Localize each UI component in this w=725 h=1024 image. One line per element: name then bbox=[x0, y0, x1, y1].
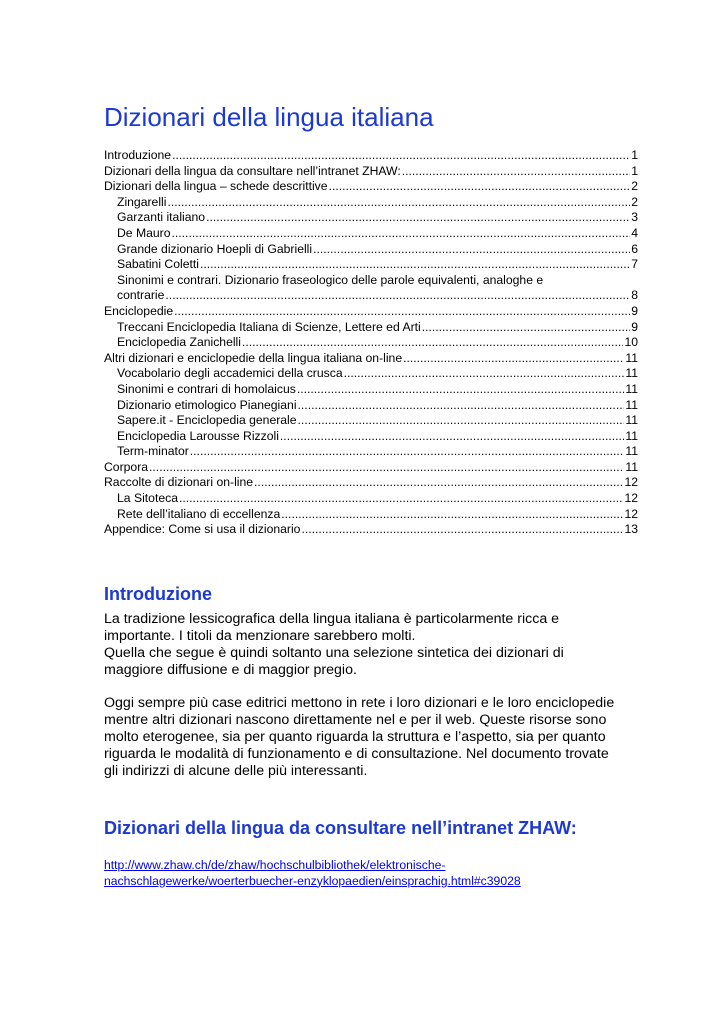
toc-leader-dots bbox=[200, 257, 630, 273]
toc-entry-label: Introduzione bbox=[104, 148, 172, 162]
toc-page-number: 2 bbox=[631, 194, 638, 209]
toc-entry-label: Zingarelli bbox=[117, 194, 167, 209]
toc-leader-dots bbox=[172, 226, 631, 242]
toc-page-number: 10 bbox=[624, 335, 638, 350]
toc-leader-dots bbox=[280, 429, 624, 445]
toc-page-number: 3 bbox=[631, 210, 638, 225]
toc-entry[interactable] bbox=[104, 179, 638, 195]
toc-leader-dots bbox=[403, 351, 624, 367]
toc-entry-label-cont: contrarie bbox=[117, 288, 165, 303]
toc-leader-dots bbox=[167, 195, 630, 211]
toc-leader-dots bbox=[313, 242, 630, 258]
toc-entry-label: Raccolte di dizionari on-line bbox=[104, 475, 254, 490]
intro-paragraph-2: Oggi sempre più case editrici mettono in rete i loro dizionari e le loro enciclopedie mentre altri dizionari nascono direttamente nel e per il web. Queste risorse sono molto eterogenee, sia per quanto riguarda la struttura e l’aspetto, sia per quanto riguarda le modalità di funzionamento e di consultazione. Nel documento trovate gli indirizzi di alcune delle più interessanti. bbox=[104, 695, 615, 779]
toc-page-number: 7 bbox=[631, 257, 638, 272]
toc-leader-dots bbox=[242, 335, 623, 351]
toc-leader-dots bbox=[190, 444, 625, 460]
toc-entry[interactable] bbox=[104, 164, 638, 180]
toc-leader-dots bbox=[179, 491, 623, 507]
toc-entry-label: Rete dell’italiano di eccellenza bbox=[117, 506, 281, 521]
toc-entry[interactable] bbox=[104, 320, 638, 336]
toc-page-number: 1 bbox=[631, 148, 638, 162]
toc-entry-label: Sabatini Coletti bbox=[117, 257, 199, 272]
toc-page-number: 9 bbox=[631, 319, 638, 334]
toc-entry[interactable] bbox=[104, 226, 638, 242]
toc-leader-dots bbox=[402, 164, 631, 180]
toc-entry-label: Treccani Enciclopedia Italiana di Scienze, Lettere ed Arti bbox=[117, 319, 421, 334]
toc-entry[interactable] bbox=[104, 413, 638, 429]
toc-entry[interactable] bbox=[104, 398, 638, 414]
toc-leader-dots bbox=[174, 304, 630, 320]
toc-entry-label: Enciclopedie bbox=[104, 303, 174, 318]
toc-entry-label: De Mauro bbox=[117, 225, 171, 240]
toc-entry[interactable] bbox=[104, 351, 638, 367]
page-title: Dizionari della lingua italiana bbox=[104, 102, 434, 132]
toc-page-number: 11 bbox=[625, 444, 638, 459]
toc-entry-label: Altri dizionari e enciclopedie della lingua italiana on-line bbox=[104, 350, 403, 365]
toc-entry-label: Sinonimi e contrari. Dizionario fraseologico delle parole equivalenti, analoghe e bbox=[117, 272, 544, 287]
toc-page-number: 12 bbox=[624, 506, 638, 521]
toc-page-number: 11 bbox=[625, 366, 638, 381]
toc-page-number: 13 bbox=[624, 522, 638, 537]
toc-leader-dots bbox=[281, 507, 623, 523]
toc-entry[interactable] bbox=[104, 366, 638, 382]
toc-page-number: 9 bbox=[631, 303, 638, 318]
toc-entry-label: Grande dizionario Hoepli di Gabrielli bbox=[117, 241, 313, 256]
toc-entry[interactable] bbox=[104, 257, 638, 273]
toc-entry-label: Appendice: Come si usa il dizionario bbox=[104, 522, 301, 537]
table-of-contents bbox=[104, 148, 638, 538]
toc-entry-label: Vocabolario degli accademici della crusca bbox=[117, 366, 343, 381]
toc-page-number: 1 bbox=[631, 163, 638, 178]
toc-entry[interactable] bbox=[104, 382, 638, 398]
toc-entry[interactable] bbox=[104, 304, 638, 320]
toc-leader-dots bbox=[254, 475, 623, 491]
toc-leader-dots bbox=[298, 398, 625, 414]
toc-page-number: 6 bbox=[631, 241, 638, 256]
toc-entry[interactable] bbox=[104, 491, 638, 507]
toc-leader-dots bbox=[297, 382, 625, 398]
intro-paragraph-1: La tradizione lessicografica della lingua italiana è particolarmente ricca e importante. I titoli da menzionare sarebbero molti. Quella che segue è quindi soltanto una selezione sintetica dei dizionari di maggiore diffusione e di maggior pregio. bbox=[104, 611, 564, 678]
toc-page-number: 11 bbox=[625, 428, 638, 443]
toc-entry[interactable] bbox=[104, 429, 638, 445]
toc-leader-dots bbox=[172, 148, 630, 164]
zhaw-link[interactable]: http://www.zhaw.ch/de/zhaw/hochschulbibliothek/elektronische- nachschlagewerke/woerterbuecher-enzyklopaedien/einsprachig.html#c39028 bbox=[104, 858, 521, 888]
toc-entry-label: Sapere.it - Enciclopedia generale bbox=[117, 413, 297, 428]
toc-entry[interactable] bbox=[104, 242, 638, 258]
toc-entry-label: Enciclopedia Zanichelli bbox=[117, 335, 241, 350]
toc-leader-dots bbox=[344, 366, 625, 382]
toc-entry[interactable] bbox=[104, 460, 638, 476]
toc-page-number: 11 bbox=[625, 381, 638, 396]
toc-page-number: 11 bbox=[625, 350, 638, 365]
toc-leader-dots bbox=[298, 413, 625, 429]
toc-page-number: 12 bbox=[624, 491, 638, 506]
toc-entry[interactable] bbox=[104, 148, 638, 164]
toc-entry-label: Enciclopedia Larousse Rizzoli bbox=[117, 428, 279, 443]
toc-leader-dots bbox=[149, 460, 624, 476]
toc-leader-dots bbox=[422, 320, 630, 336]
toc-entry-label: Dizionario etimologico Pianegiani bbox=[117, 397, 297, 412]
toc-leader-dots bbox=[301, 522, 623, 538]
toc-entry-label: Sinonimi e contrari di homolaicus bbox=[117, 381, 296, 396]
toc-page-number: 12 bbox=[624, 475, 638, 490]
toc-page-number: 4 bbox=[631, 225, 638, 240]
section-heading-introduzione: Introduzione bbox=[104, 584, 212, 604]
toc-leader-dots bbox=[329, 179, 631, 195]
toc-leader-dots bbox=[206, 210, 630, 226]
toc-entry-label: Corpora bbox=[104, 459, 149, 474]
toc-page-number: 2 bbox=[631, 179, 638, 194]
toc-entry[interactable] bbox=[104, 507, 638, 523]
toc-page-number: 11 bbox=[625, 459, 638, 474]
toc-entry[interactable] bbox=[104, 475, 638, 491]
toc-entry[interactable] bbox=[104, 195, 638, 211]
toc-entry[interactable] bbox=[104, 444, 638, 460]
toc-entry-label: Garzanti italiano bbox=[117, 210, 206, 225]
section-heading-zhaw: Dizionari della lingua da consultare nell’intranet ZHAW: bbox=[104, 818, 577, 838]
toc-entry[interactable] bbox=[104, 273, 638, 304]
toc-page-number: 11 bbox=[625, 413, 638, 428]
toc-entry-label: Dizionari della lingua da consultare nell’intranet ZHAW: bbox=[104, 163, 401, 178]
toc-page-number: 8 bbox=[631, 288, 638, 303]
toc-entry-label: Dizionari della lingua – schede descrittive bbox=[104, 179, 328, 194]
toc-entry-label: La Sitoteca bbox=[117, 491, 178, 506]
toc-entry-label: Term-minator bbox=[117, 444, 189, 459]
toc-entry[interactable] bbox=[104, 522, 638, 538]
toc-page-number: 11 bbox=[625, 397, 638, 412]
toc-leader-dots bbox=[165, 288, 630, 304]
toc-entry[interactable] bbox=[104, 210, 638, 226]
toc-entry[interactable] bbox=[104, 335, 638, 351]
